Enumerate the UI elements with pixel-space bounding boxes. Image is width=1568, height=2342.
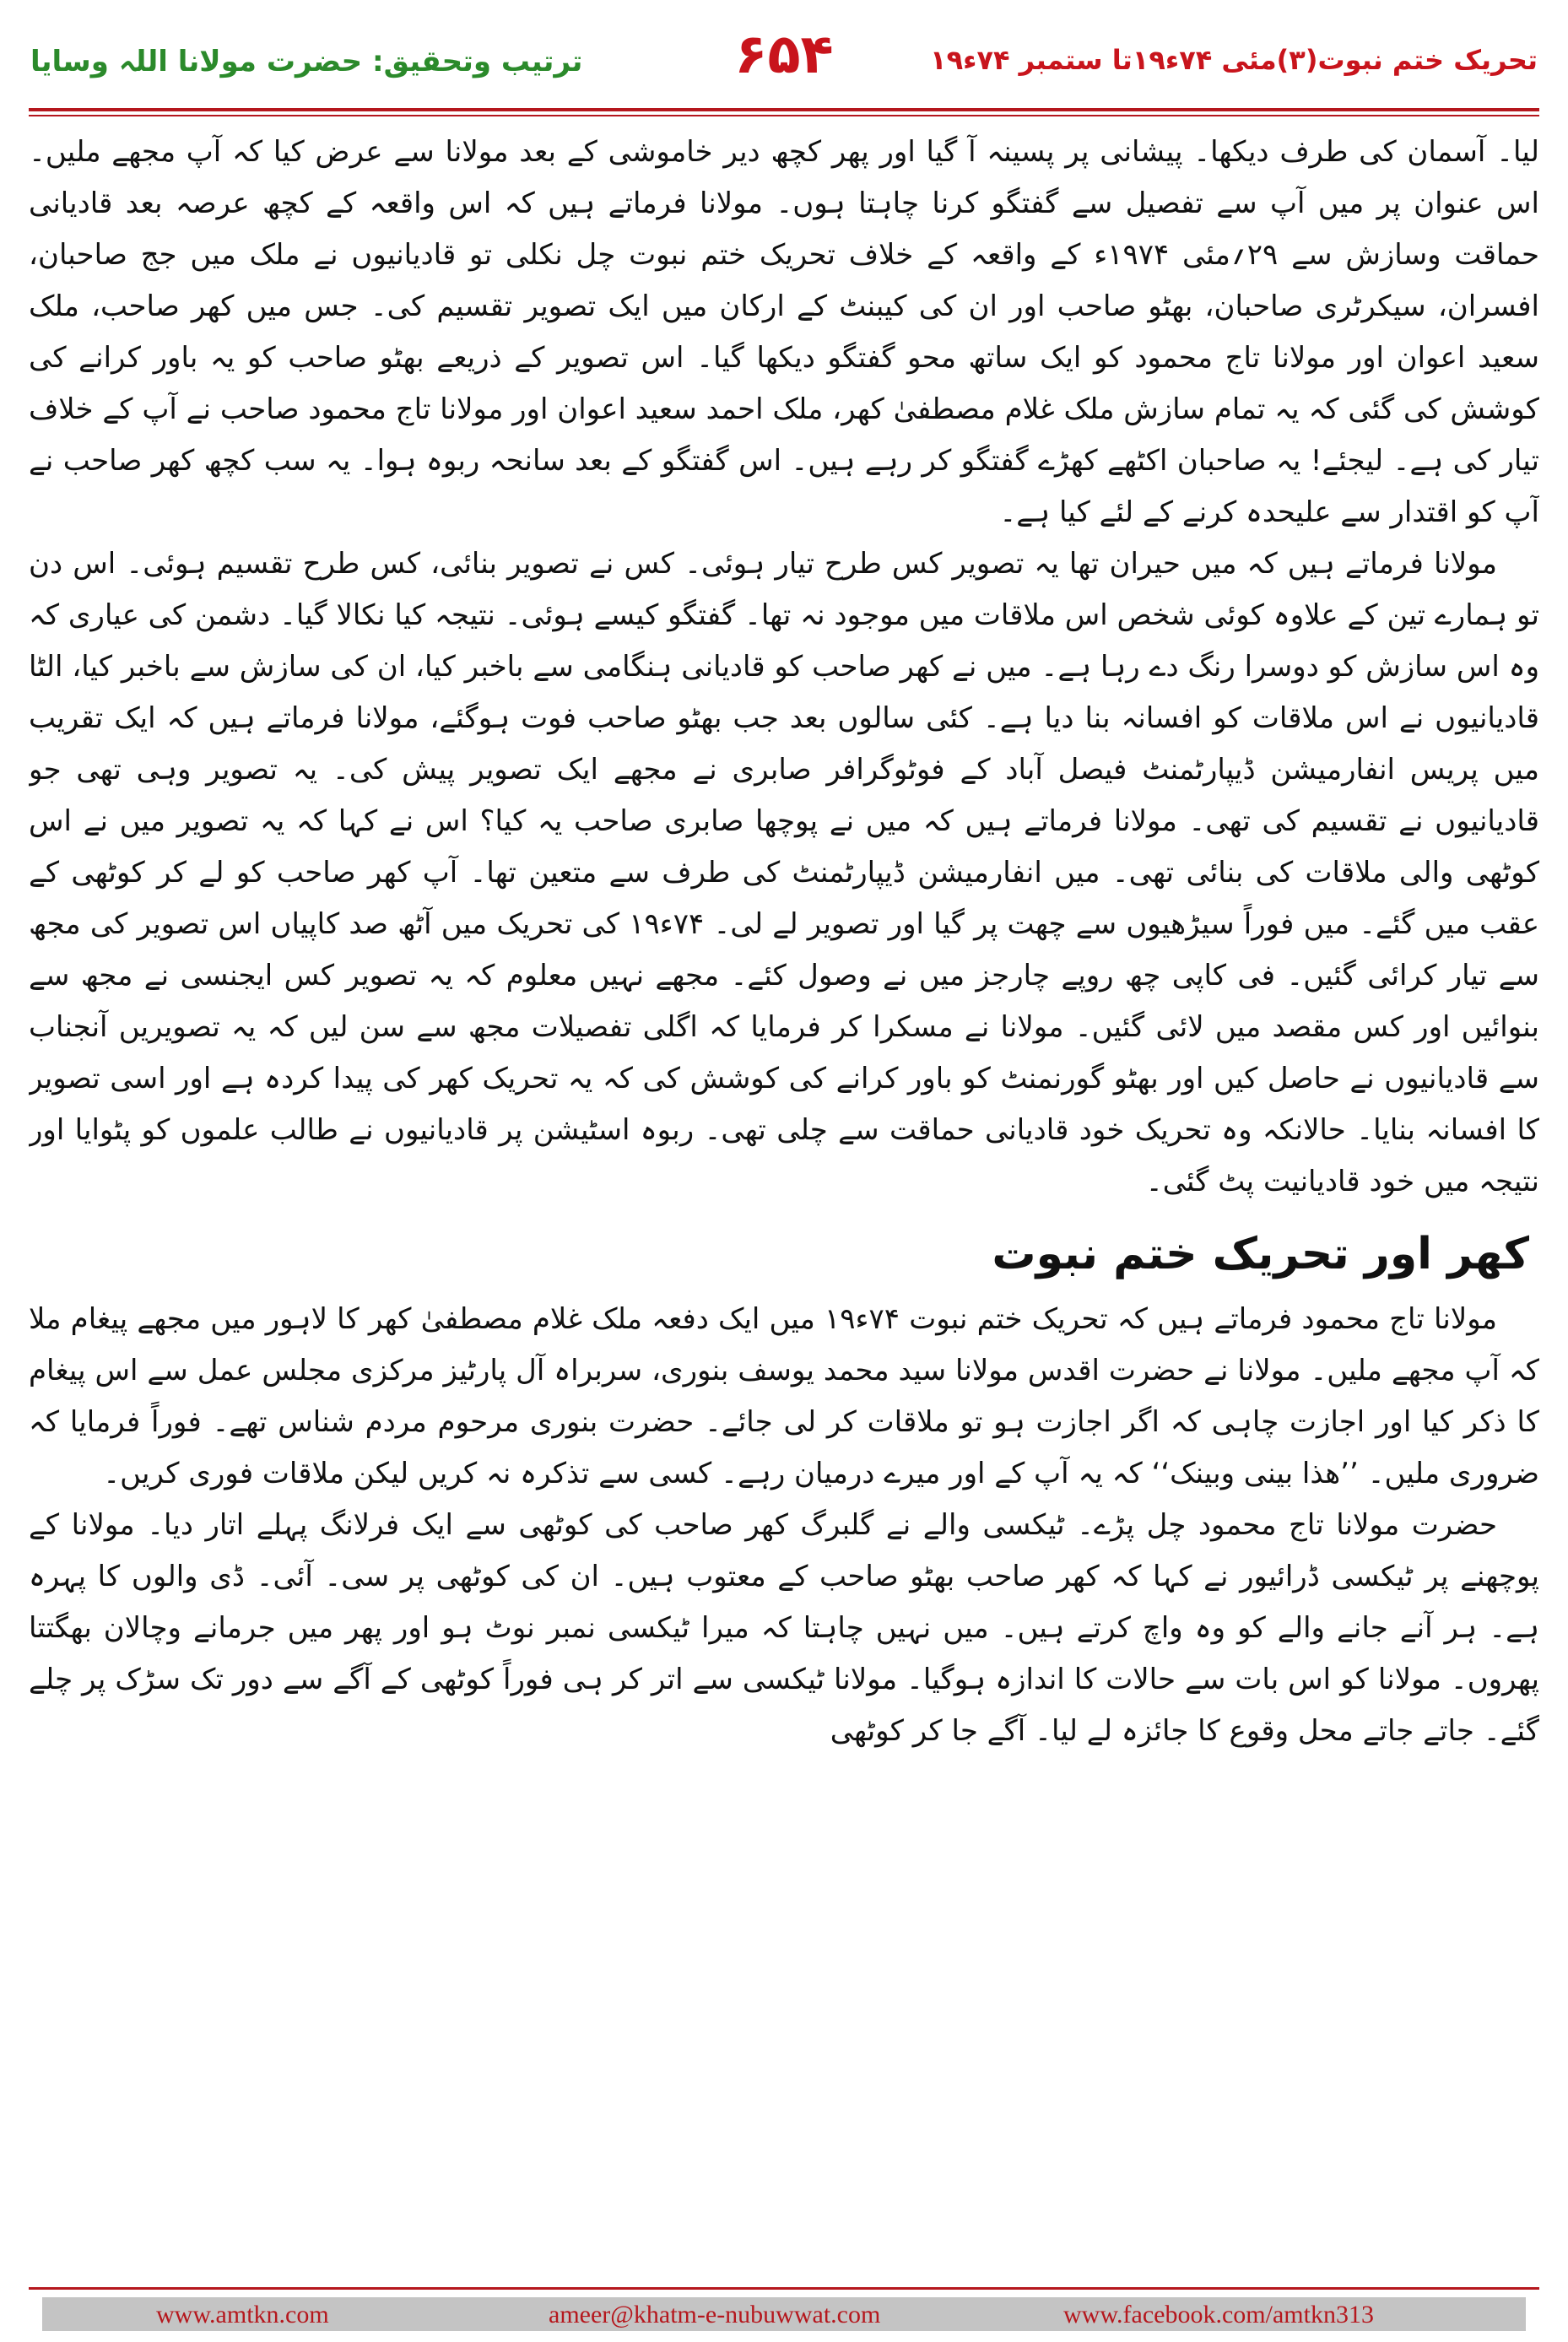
website-link[interactable]: www.amtkn.com [156,2301,329,2328]
paragraph: مولانا تاج محمود فرماتے ہیں کہ تحریک ختم نبوت ۷۴ء۱۹ میں ایک دفعہ ملک غلام مصطفیٰ کھر کا لاہور میں مجھے پیغام ملا کہ آپ مجھے ملیں۔ مولانا نے حضرت اقدس مولانا سید محمد یوسف بنوری، سربراہ آل پارٹیز مرکزی مجلس عمل سے اس پیغام کا ذکر کیا اور اجازت چاہی کہ اگر اجازت ہو تو ملاقات کر لی جائے۔ حضرت بنوری مرحوم مردم شناس تھے۔ فوراً فرمایا کہ ضروری ملیں۔ ’’ھذا بینی وبینک‘‘ کہ یہ آپ کے اور میرے درمیان رہے۔ کسی سے تذکرہ نہ کریں لیکن ملاقات فوری کریں۔ [29,1302,1539,1490]
section-heading: کھر اور تحریک ختم نبوت [992,1229,1529,1279]
compiler-credit: ترتیب وتحقیق: حضرت مولانا اللہ وسایا [30,45,583,78]
email-link[interactable]: ameer@khatm-e-nubuwwat.com [549,2301,881,2328]
paragraph: لیا۔ آسمان کی طرف دیکھا۔ پیشانی پر پسینہ آ گیا اور پھر کچھ دیر خاموشی کے بعد مولانا سے عرض کیا کہ آپ مجھے ملیں۔ اس عنوان پر میں آپ سے تفصیل سے گفتگو کرنا چاہتا ہوں۔ مولانا فرماتے ہیں کہ اس واقعہ کے کچھ عرصہ بعد قادیانی حماقت وسازش سے ۲۹؍مئی ۱۹۷۴ء کے واقعہ کے خلاف تحریک ختم نبوت چل نکلی تو قادیانیوں نے ملک میں جج صاحبان، افسران، سیکرٹری صاحبان، بھٹو صاحب اور ان کی کیبنٹ کے ارکان میں ایک تصویر تقسیم کی۔ جس میں کھر صاحب، ملک سعید اعوان اور مولانا تاج محمود کو ایک ساتھ محو گفتگو دیکھا گیا۔ اس تصویر کے ذریعے بھٹو صاحب کو یہ باور کرانے کی کوشش کی گئی کہ یہ تمام سازش ملک غلام مصطفیٰ کھر، ملک احمد سعید اعوان اور مولانا تاج محمود صاحب نے آپ کے خلاف تیار کی ہے۔ لیجئے! یہ صاحبان اکٹھے کھڑے گفتگو کر رہے ہیں۔ اس گفتگو کے بعد سانحہ ربوہ ہوا۔ یہ سب کچھ کھر صاحب نے آپ کو اقتدار سے علیحدہ کرنے کے لئے کیا ہے۔ [29,135,1539,529]
page-body [29,127,1539,2287]
page-number: ۶۵۴ [734,24,834,86]
book-title: تحریک ختم نبوت(۳)مئی ۷۴ء۱۹تا ستمبر ۷۴ء۱۹ [930,44,1538,76]
header-rule-top [29,108,1539,111]
facebook-link[interactable]: www.facebook.com/amtkn313 [1063,2301,1374,2328]
header-rule-bottom [29,115,1539,116]
paragraph: حضرت مولانا تاج محمود چل پڑے۔ ٹیکسی والے نے گلبرگ کھر صاحب کی کوٹھی سے ایک فرلانگ پہلے اتار دیا۔ مولانا کے پوچھنے پر ٹیکسی ڈرائیور نے کہا کہ کھر صاحب بھٹو صاحب کے معتوب ہیں۔ ان کی کوٹھی پر سی۔ آئی۔ ڈی والوں کا پہرہ ہے۔ ہر آنے جانے والے کو وہ واچ کرتے ہیں۔ میں نہیں چاہتا کہ میرا ٹیکسی نمبر نوٹ ہو اور پھر میں جرمانے وچالان بھگتتا پھروں۔ مولانا کو اس بات سے حالات کا اندازہ ہوگیا۔ مولانا ٹیکسی سے اتر کر ہی فوراً کوٹھی کے آگے سے دور تک سڑک پر چلے گئے۔ جاتے جاتے محل وقوع کا جائزہ لے لیا۔ آگے جا کر کوٹھی [29,1508,1539,1748]
page-footer [0,2297,1568,2331]
paragraph: مولانا فرماتے ہیں کہ میں حیران تھا یہ تصویر کس طرح تیار ہوئی۔ کس نے تصویر بنائی، کس طرح تقسیم ہوئی۔ اس دن تو ہمارے تین کے علاوہ کوئی شخص اس ملاقات میں موجود نہ تھا۔ گفتگو کیسے ہوئی۔ نتیجہ کیا نکالا گیا۔ دشمن کی عیاری کہ وہ اس سازش کو دوسرا رنگ دے رہا ہے۔ میں نے کھر صاحب کو قادیانی ہنگامی سے باخبر کیا، ان کی سازش سے باخبر کیا، الٹا قادیانیوں نے اس ملاقات کو افسانہ بنا دیا ہے۔ کئی سالوں بعد جب بھٹو صاحب فوت ہوگئے، مولانا فرماتے ہیں کہ ایک تقریب میں پریس انفارمیشن ڈیپارٹمنٹ فیصل آباد کے فوٹوگرافر صابری نے مجھے ایک تصویر پیش کی۔ یہ تصویر وہی تھی جو قادیانیوں نے تقسیم کی تھی۔ مولانا فرماتے ہیں کہ میں نے پوچھا صابری صاحب یہ کیا؟ اس نے کہا کہ یہ تصویر میں نے اس کوٹھی والی ملاقات کی بنائی تھی۔ میں انفارمیشن ڈیپارٹمنٹ کی طرف سے متعین تھا۔ آپ کھر صاحب کو لے کر کوٹھی کے عقب میں گئے۔ میں فوراً سیڑھیوں سے چھت پر گیا اور تصویر لے لی۔ ۷۴ء۱۹ کی تحریک میں آٹھ صد کاپیاں اس تصویر کی مجھ سے تیار کرائی گئیں۔ فی کاپی چھ روپے چارجز میں نے وصول کئے۔ مجھے نہیں معلوم کہ یہ تصویر کس ایجنسی نے مجھ سے بنوائیں اور کس مقصد میں لائی گئیں۔ مولانا نے مسکرا کر فرمایا کہ اگلی تفصیلات مجھ سے سن لیں کہ یہ تصویریں آنجناب سے قادیانیوں نے حاصل کیں اور بھٹو گورنمنٹ کو باور کرانے کی کوشش کی کہ یہ تحریک کھر کی پیدا کردہ ہے اور اسی تصویر کا افسانہ بنایا۔ حالانکہ وہ تحریک خود قادیانی حماقت سے چلی تھی۔ ربوہ اسٹیشن پر قادیانیوں نے طالب علموں کو پٹوایا اور نتیجہ میں خود قادیانیت پٹ گئی۔ [29,547,1539,1198]
footer-rule [29,2287,1539,2290]
